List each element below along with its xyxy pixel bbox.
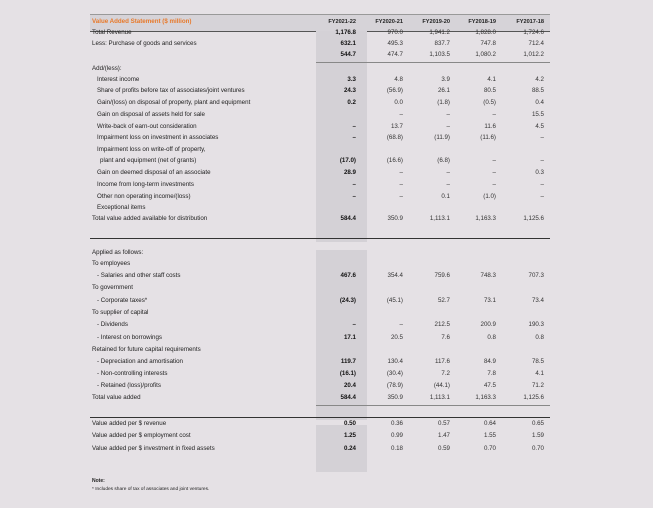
row-value: 212.5 (434, 321, 450, 328)
row-value: 474.7 (387, 51, 403, 58)
row-value: (17.0) (339, 157, 356, 164)
year-header: FY2017-18 (516, 19, 544, 25)
row-value: 1,163.3 (475, 394, 496, 401)
row-label: Exceptional items (97, 204, 146, 211)
row-value: 4.2 (535, 76, 544, 83)
row-value: 1,080.2 (475, 51, 496, 58)
row-value: – (352, 123, 356, 130)
row-value: 759.6 (434, 272, 450, 279)
row-value: (11.9) (434, 134, 450, 141)
table-row (90, 333, 550, 344)
year-header: FY2020-21 (375, 19, 403, 25)
table-row (90, 192, 550, 203)
row-label: Total Revenue (92, 29, 132, 36)
row-value: (78.9) (386, 382, 403, 389)
row-value: 0.50 (343, 420, 356, 427)
row-value: (11.6) (480, 134, 496, 141)
row-label: - Dividends (97, 321, 128, 328)
row-value: 26.1 (437, 87, 450, 94)
row-value: 4.8 (394, 76, 403, 83)
row-value: 200.9 (480, 321, 496, 328)
row-value: 52.7 (437, 297, 450, 304)
table-row (90, 156, 550, 167)
table-row (90, 203, 550, 214)
row-value: 1,113.1 (429, 394, 450, 401)
row-value: 80.5 (483, 87, 496, 94)
row-value: 0.3 (535, 169, 544, 176)
row-value: 544.7 (340, 51, 356, 58)
row-value: 1,125.6 (523, 394, 544, 401)
row-value: 7.8 (487, 370, 496, 377)
table-row (90, 308, 550, 319)
row-value: 28.9 (343, 169, 356, 176)
row-value: 0.65 (531, 420, 544, 427)
row-value: 0.24 (343, 445, 356, 452)
table-row (90, 357, 550, 368)
row-value: 707.3 (528, 272, 544, 279)
row-label: Less: Purchase of goods and services (92, 40, 197, 47)
row-value: 1.25 (343, 432, 356, 439)
row-value: (1.0) (483, 193, 496, 200)
row-label: Applied as follows: (92, 249, 144, 256)
table-row (90, 28, 550, 39)
table-row (90, 110, 550, 121)
row-value: 0.1 (441, 193, 450, 200)
row-label: Add/(less): (92, 65, 122, 72)
row-value: 1.47 (437, 432, 450, 439)
row-value: 13.7 (390, 123, 403, 130)
row-value: 350.9 (387, 215, 403, 222)
row-value: (45.1) (386, 297, 403, 304)
row-value: 970.0 (387, 29, 403, 36)
row-value: 350.9 (387, 394, 403, 401)
row-value: – (492, 157, 496, 164)
row-label: Impairment loss on investment in associates (97, 134, 219, 141)
row-value: 20.5 (390, 334, 403, 341)
row-value: 17.1 (343, 334, 356, 341)
row-value: 190.3 (528, 321, 544, 328)
row-label: Retained for future capital requirements (92, 346, 201, 353)
row-value: (68.8) (386, 134, 403, 141)
row-value: 71.2 (531, 382, 544, 389)
row-value: – (540, 193, 544, 200)
row-value: – (446, 111, 450, 118)
row-value: 712.4 (528, 40, 544, 47)
row-label: Total value added available for distribution (92, 215, 208, 222)
year-header: FY2018-19 (468, 19, 496, 25)
row-value: – (492, 111, 496, 118)
row-label: Value added per $ revenue (92, 420, 167, 427)
table-row (90, 283, 550, 294)
table-row (90, 431, 550, 442)
row-value: 0.18 (390, 445, 403, 452)
row-value: 4.1 (487, 76, 496, 83)
table-row (90, 345, 550, 356)
row-value: 0.59 (437, 445, 450, 452)
row-label: Share of profits before tax of associates/joint ventures (97, 87, 245, 94)
row-value: 747.8 (480, 40, 496, 47)
note-text: * Includes share of tax of associates and joint ventures. (92, 487, 210, 492)
row-value: 0.8 (487, 334, 496, 341)
row-value: 7.2 (441, 370, 450, 377)
row-value: 1.59 (531, 432, 544, 439)
year-header: FY2019-20 (422, 19, 450, 25)
row-value: – (540, 157, 544, 164)
row-value: 0.2 (347, 99, 356, 106)
row-value: 3.3 (347, 76, 356, 83)
row-value: 1,828.0 (475, 29, 496, 36)
row-label: Income from long-term investments (97, 181, 194, 188)
row-value: 1,012.2 (523, 51, 544, 58)
row-value: 467.6 (340, 272, 356, 279)
row-value: 4.1 (535, 370, 544, 377)
row-value: 1.55 (483, 432, 496, 439)
row-value: – (399, 181, 403, 188)
row-value: 837.7 (434, 40, 450, 47)
row-value: (6.8) (437, 157, 450, 164)
row-value: 1,163.3 (475, 215, 496, 222)
table-row (90, 419, 550, 430)
row-value: 0.36 (390, 420, 403, 427)
row-value: – (352, 321, 356, 328)
table-row (90, 145, 550, 156)
row-value: 130.4 (387, 358, 403, 365)
table-row (90, 75, 550, 86)
year-header: FY2021-22 (328, 19, 356, 25)
row-value: – (446, 181, 450, 188)
row-value: (1.8) (437, 99, 450, 106)
row-value: – (352, 193, 356, 200)
table-row (90, 214, 550, 225)
row-label: To employees (92, 260, 131, 267)
row-value: 0.4 (535, 99, 544, 106)
row-value: 0.70 (483, 445, 496, 452)
row-value: 1,724.6 (523, 29, 544, 36)
row-value: 15.5 (531, 111, 544, 118)
row-label: Value added per $ investment in fixed assets (92, 445, 215, 452)
subtotal-rule (316, 405, 550, 406)
row-value: 88.5 (531, 87, 544, 94)
row-value: 1,941.2 (429, 29, 450, 36)
row-value: 73.4 (531, 297, 544, 304)
table-row (90, 320, 550, 331)
row-label: Write-back of earn-out consideration (97, 123, 197, 130)
row-value: – (399, 321, 403, 328)
row-value: 117.6 (434, 358, 450, 365)
table-row (90, 393, 550, 404)
row-value: – (446, 123, 450, 130)
row-label: Interest income (97, 76, 140, 83)
row-value: 119.7 (340, 358, 356, 365)
row-value: (30.4) (386, 370, 403, 377)
total-rule (90, 417, 550, 418)
table-row (90, 122, 550, 133)
table-row (90, 133, 550, 144)
row-value: 0.57 (437, 420, 450, 427)
row-label: Gain on deemed disposal of an associate (97, 169, 211, 176)
row-label: Impairment loss on write-off of property, (97, 146, 206, 153)
row-value: 495.3 (387, 40, 403, 47)
table-row (90, 50, 550, 61)
row-label: Gain/(loss) on disposal of property, plant and equipment (97, 99, 251, 106)
row-value: 11.6 (484, 123, 496, 130)
row-label: Other non operating income/(loss) (97, 193, 191, 200)
row-value: 0.99 (390, 432, 403, 439)
row-value: 584.4 (340, 394, 356, 401)
table-row (90, 180, 550, 191)
table-row (90, 86, 550, 97)
total-rule (90, 238, 550, 239)
row-value: (16.6) (386, 157, 403, 164)
table-row (90, 98, 550, 109)
row-value: 1,125.6 (523, 215, 544, 222)
row-value: 0.64 (483, 420, 496, 427)
row-label: - Salaries and other staff costs (97, 272, 181, 279)
row-label: - Retained (loss)/profits (97, 382, 161, 389)
row-value: 7.6 (441, 334, 450, 341)
note-heading: Note: (92, 478, 105, 484)
row-value: – (492, 169, 496, 176)
row-value: 632.1 (340, 40, 356, 47)
row-label: Value added per $ employment cost (92, 432, 191, 439)
row-value: 20.4 (343, 382, 356, 389)
table-row (90, 369, 550, 380)
row-value: – (492, 181, 496, 188)
row-value: (56.9) (386, 87, 403, 94)
row-value: 1,103.5 (429, 51, 450, 58)
table-row (90, 296, 550, 307)
table-row (90, 39, 550, 50)
row-value: – (540, 134, 544, 141)
row-value: 47.5 (483, 382, 496, 389)
row-value: 0.70 (531, 445, 544, 452)
row-value: – (399, 111, 403, 118)
row-value: – (399, 193, 403, 200)
row-value: 1,113.1 (429, 215, 450, 222)
table-row (90, 248, 550, 259)
row-value: – (540, 181, 544, 188)
row-value: 748.3 (480, 272, 496, 279)
row-value: 584.4 (340, 215, 356, 222)
table-row (90, 168, 550, 179)
row-value: 84.9 (483, 358, 496, 365)
row-value: 0.0 (394, 99, 403, 106)
row-label: plant and equipment (net of grants) (100, 157, 197, 164)
row-value: 4.5 (535, 123, 544, 130)
table-row (90, 444, 550, 455)
row-label: - Interest on borrowings (97, 334, 162, 341)
table-title: Value Added Statement ($ million) (92, 18, 192, 25)
row-value: 0.8 (535, 334, 544, 341)
table-row (90, 259, 550, 270)
row-label: Total value added (92, 394, 141, 401)
row-value: (16.1) (339, 370, 356, 377)
row-value: (0.5) (483, 99, 496, 106)
row-label: To supplier of capital (92, 309, 149, 316)
row-value: – (399, 169, 403, 176)
row-value: – (352, 134, 356, 141)
row-label: - Non-controlling interests (97, 370, 168, 377)
row-label: To government (92, 284, 133, 291)
row-label: - Corporate taxes* (97, 297, 148, 304)
table-row (90, 271, 550, 282)
row-value: 78.5 (531, 358, 544, 365)
row-value: (44.1) (433, 382, 450, 389)
table-row (90, 64, 550, 75)
row-value: 24.3 (343, 87, 356, 94)
row-value: 73.1 (483, 297, 496, 304)
row-value: 1,176.8 (335, 29, 356, 36)
row-label: - Depreciation and amortisation (97, 358, 183, 365)
row-value: 3.9 (441, 76, 450, 83)
subtotal-rule (316, 62, 550, 63)
table-row (90, 381, 550, 392)
row-value: – (446, 169, 450, 176)
row-value: 354.4 (387, 272, 403, 279)
row-value: (24.3) (339, 297, 356, 304)
row-value: – (352, 181, 356, 188)
row-label: Gain on disposal of assets held for sale (97, 111, 206, 118)
